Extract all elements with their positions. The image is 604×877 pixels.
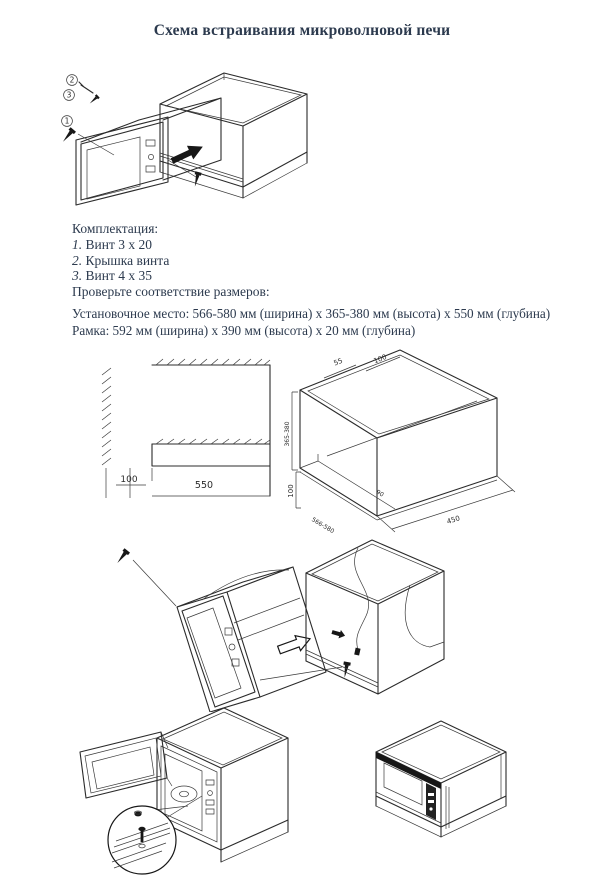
control-panel-drawing xyxy=(146,140,155,172)
check-note: Проверьте соответствие размеров: xyxy=(72,284,270,300)
svg-text:550: 550 xyxy=(194,480,214,491)
leader-line xyxy=(133,560,176,606)
cabinet-drawing xyxy=(306,540,444,694)
svg-text:55: 55 xyxy=(332,356,344,368)
kit-item-3: 3. Винт 4 х 35 xyxy=(72,268,152,284)
svg-text:3: 3 xyxy=(66,90,72,100)
dimension-55 xyxy=(324,357,356,378)
svg-text:100: 100 xyxy=(372,352,388,366)
dimension-550 xyxy=(152,480,270,496)
callout-3 xyxy=(64,90,100,106)
diagram-finished-installation xyxy=(362,700,558,842)
diagram-niche-dimensions xyxy=(282,338,540,536)
open-door-drawing xyxy=(80,732,172,798)
dimension-100 xyxy=(106,468,152,498)
svg-text:2: 2 xyxy=(69,75,75,85)
callout-1 xyxy=(60,116,114,155)
page-title: Схема встраивания микроволновой печи xyxy=(153,22,451,39)
install-space-line: Установочное место: 566-580 мм (ширина) x 365-380 мм (высота) x 550 мм (глубина) xyxy=(72,306,551,321)
vent-cutout-curve xyxy=(405,585,444,647)
leader-line xyxy=(260,667,342,680)
diagram-exploded-view xyxy=(56,60,318,222)
svg-text:1: 1 xyxy=(64,116,70,126)
turntable-drawing xyxy=(171,786,197,802)
wall-hatching xyxy=(102,368,111,465)
dimension-365-380 xyxy=(284,392,298,470)
screw-icon xyxy=(115,548,130,565)
cabinet-drawing xyxy=(160,73,307,198)
screw-icon xyxy=(88,94,100,105)
svg-text:365-380: 365-380 xyxy=(284,421,291,447)
top-panel xyxy=(152,359,270,365)
control-panel-drawing xyxy=(206,780,214,814)
shelf-arrow-icon xyxy=(331,628,346,640)
insert-arrow-icon xyxy=(276,631,312,657)
diagram-insertion xyxy=(106,528,458,712)
screw-icon xyxy=(60,127,76,144)
kit-heading: Комплектация: xyxy=(72,221,159,236)
svg-text:566-580: 566-580 xyxy=(310,516,336,536)
diagram-section-view xyxy=(94,356,292,508)
diagram-door-open-detail xyxy=(62,692,320,877)
screw-icon xyxy=(192,171,202,187)
dimension-100-bottom xyxy=(287,472,301,508)
shelf-panel xyxy=(152,439,270,466)
svg-text:100: 100 xyxy=(287,484,295,498)
power-plug-drawing xyxy=(354,648,360,656)
frame-line: Рамка: 592 мм (ширина) x 390 мм (высота) x 20 мм (глубина) xyxy=(72,323,416,338)
svg-text:450: 450 xyxy=(445,514,461,526)
svg-text:100: 100 xyxy=(120,475,138,485)
kit-item-2: 2. Крышка винта xyxy=(72,252,170,268)
kit-list xyxy=(72,221,492,300)
dimension-450 xyxy=(374,476,515,532)
svg-text:90: 90 xyxy=(374,488,385,499)
control-panel-drawing xyxy=(225,628,239,666)
kit-item-1: 1. Винт 3 х 20 xyxy=(72,236,152,252)
microwave-front-drawing xyxy=(376,752,441,823)
dimensions-text xyxy=(72,305,592,339)
cabinet-drawing xyxy=(157,708,288,862)
cabinet-drawing xyxy=(376,721,506,837)
